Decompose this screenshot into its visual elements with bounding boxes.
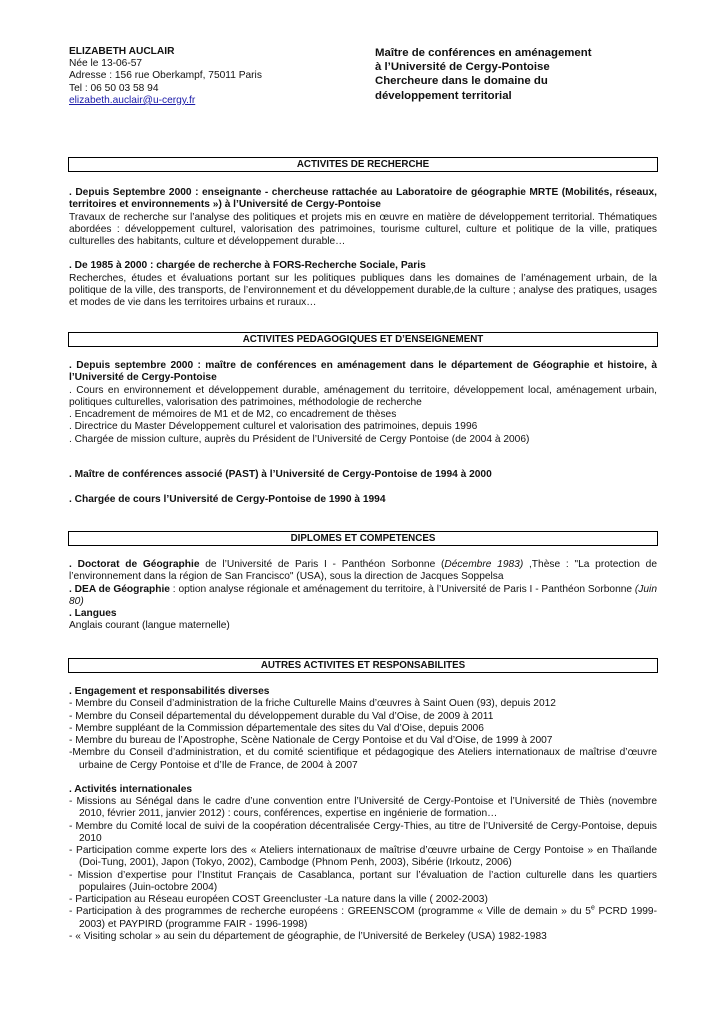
contact-block: [69, 46, 262, 107]
list-item: - Participation comme experte lors des « Ateliers internationaux de maîtrise d’œuvre urbaine de Cergy Pontoise » en Thaïlande (Doi-Tung, 2001), Japon (Tokyo, 2002), Cambodge (Phnom Penh, 2003), Sibérie (Irkoutz, 2006): [69, 845, 657, 869]
job-title-line: développement territorial: [375, 89, 512, 102]
job-title-line: Chercheure dans le domaine du: [375, 75, 548, 88]
entry-body: Travaux de recherche sur l’analyse des politiques et projets mis en œuvre en matière de développement territorial. Thématiques abordées : développement culturel, valorisation des patrimoines, tourisme culturel, culture et politique de la ville, pratiques culturelles des habitants, culture et développement durable…: [69, 211, 657, 247]
degree-label: . Doctorat de Géographie: [69, 559, 200, 570]
section-heading-pedagogie: ACTIVITES PEDAGOGIQUES ET D’ENSEIGNEMENT: [68, 332, 658, 347]
section-heading-recherche: ACTIVITES DE RECHERCHE: [68, 157, 658, 172]
degree-label: . DEA de Géographie: [69, 583, 170, 595]
section-heading-diplomes: DIPLOMES ET COMPETENCES: [68, 531, 658, 546]
entry-heading: . Depuis Septembre 2000 : enseignante - chercheuse rattachée au Laboratoire de géographie MRTE (Mobilités, réseaux, territoires et environnements ») à l’Université de Cergy-Pontoise: [69, 187, 657, 211]
phone: Tel : 06 50 03 58 94: [69, 82, 159, 94]
list-item: - Membre suppléant de la Commission départementale des sites du Val d’Oise, depuis 2006: [69, 722, 484, 734]
list-item: - Membre du Conseil d’administration de la friche Culturelle Mains d’œuvres à Saint Ouen (93), depuis 2012: [69, 698, 556, 710]
list-item-text: - Participation à des programmes de recherche européens : GREENSCOM (programme « Ville de demain » du 5: [69, 906, 591, 918]
job-title-line: à l’Université de Cergy-Pontoise: [375, 61, 550, 74]
job-title-line: Maître de conférences en aménagement: [375, 47, 592, 59]
entry-heading: . De 1985 à 2000 : chargée de recherche à FORS-Recherche Sociale, Paris: [69, 260, 426, 272]
languages-text: Anglais courant (langue maternelle): [69, 620, 230, 632]
section-autres: [69, 686, 657, 943]
section-pedagogie: [69, 360, 657, 446]
list-item: - Participation au Réseau européen COST Greencluster -La nature dans la ville ( 2002-2003): [69, 894, 488, 905]
job-title-block: [375, 46, 655, 103]
birth-date: Née le 13-06-57: [69, 58, 143, 70]
list-item: . Cours en environnement et développement durable, aménagement du territoire, développement local, aménagement urbain, politiques culturelles, valorisation des patrimoines, méthodologie de recherche: [69, 384, 657, 408]
section-recherche: [69, 187, 657, 309]
address: Adresse : 156 rue Oberkampf, 75011 Paris: [69, 70, 262, 82]
list-item: [69, 906, 657, 931]
email-link[interactable]: elizabeth.auclair@u-cergy.fr: [69, 94, 196, 106]
entry-heading: . Chargée de cours l’Université de Cergy-Pontoise de 1990 à 1994: [69, 494, 386, 505]
section-diplomes: [69, 559, 657, 633]
sub-heading: . Engagement et responsabilités diverses: [69, 686, 270, 697]
superscript: e: [590, 904, 595, 912]
degree-date: Décembre 1983): [444, 559, 524, 570]
list-item: - Membre du bureau de l’Apostrophe, Scène Nationale de Cergy Pontoise et du Val d’Oise, de 1999 à 2007: [69, 735, 553, 746]
languages-label: . Langues: [69, 608, 117, 619]
list-item: - Mission d’expertise pour l’Institut Français de Casablanca, portant sur l’évaluation de l’action culturelle dans les quartiers populaires (Juin-octobre 2004): [69, 869, 657, 893]
entry-heading: . Depuis septembre 2000 : maître de conférences en aménagement dans le département de Géographie et histoire, à l’Université de Cergy-Pontoise: [69, 360, 657, 384]
list-item: - « Visiting scholar » au sein du département de géographie, de l’Université de Berkeley (USA) 1982-1983: [69, 930, 547, 942]
list-item: . Directrice du Master Développement culturel et valorisation des patrimoines, depuis 1996: [69, 421, 478, 433]
degree-doctorat: [69, 559, 657, 584]
list-item: - Membre du Conseil départemental du développement durable du Val d’Oise, de 2009 à 2011: [69, 710, 494, 722]
list-item-text: PCRD 1999-2003) et PAYPIRD (programme FAIR - 1996-1998): [79, 906, 657, 930]
degree-date: (Juin 80): [69, 583, 657, 607]
list-item: - Missions au Sénégal dans le cadre d’une convention entre l’Université de Cergy-Pontoise et l’Université de Thiès (novembre 2010, février 2011, janvier 2012) : cours, conférences, expertise en ingénierie de formation…: [69, 796, 657, 820]
list-item: . Chargée de mission culture, auprès du Président de l’Université de Cergy Pontoise (de 2004 à 2006): [69, 433, 530, 445]
degree-text: de l’Université de Paris I - Panthéon Sorbonne (: [199, 559, 445, 570]
entry-body: Recherches, études et évaluations portant sur les politiques publiques dans les domaines de l’aménagement urbain, de la politique de la ville, des transports, de l’environnement et du développement durable,de la culture ; analyse des pratiques, usages et modes de vie dans les territoires urbains et ruraux…: [69, 272, 657, 308]
list-item: . Encadrement de mémoires de M1 et de M2, co encadrement de thèses: [69, 409, 397, 420]
list-item: -Membre du Conseil d’administration, et du comité scientifique et pédagogique des Ateliers internationaux de maîtrise d’œuvre urbaine de Cergy Pontoise et d’Ile de France, de 2004 à 2007: [69, 747, 657, 771]
entry-heading: . Maître de conférences associé (PAST) à l’Université de Cergy-Pontoise de 1994 à 2000: [69, 469, 492, 480]
degree-dea: [69, 584, 657, 609]
sub-heading: . Activités internationales: [69, 783, 193, 795]
list-item: - Membre du Comité local de suivi de la coopération décentralisée Cergy-Thies, au titre de l’Université de Cergy-Pontoise, depuis 2010: [69, 820, 657, 844]
section-heading-autres: AUTRES ACTIVITES ET RESPONSABILITES: [68, 658, 658, 673]
degree-text: ,Thèse : "La protection de l’environnement dans la région de San Francisco" (USA), sous la direction de Jacques Soppelsa: [69, 559, 657, 583]
degree-text: : option analyse régionale et aménagement du territoire, à l’Université de Paris I - Panthéon Sorbonne: [169, 583, 635, 595]
person-name: ELIZABETH AUCLAIR: [69, 46, 175, 57]
